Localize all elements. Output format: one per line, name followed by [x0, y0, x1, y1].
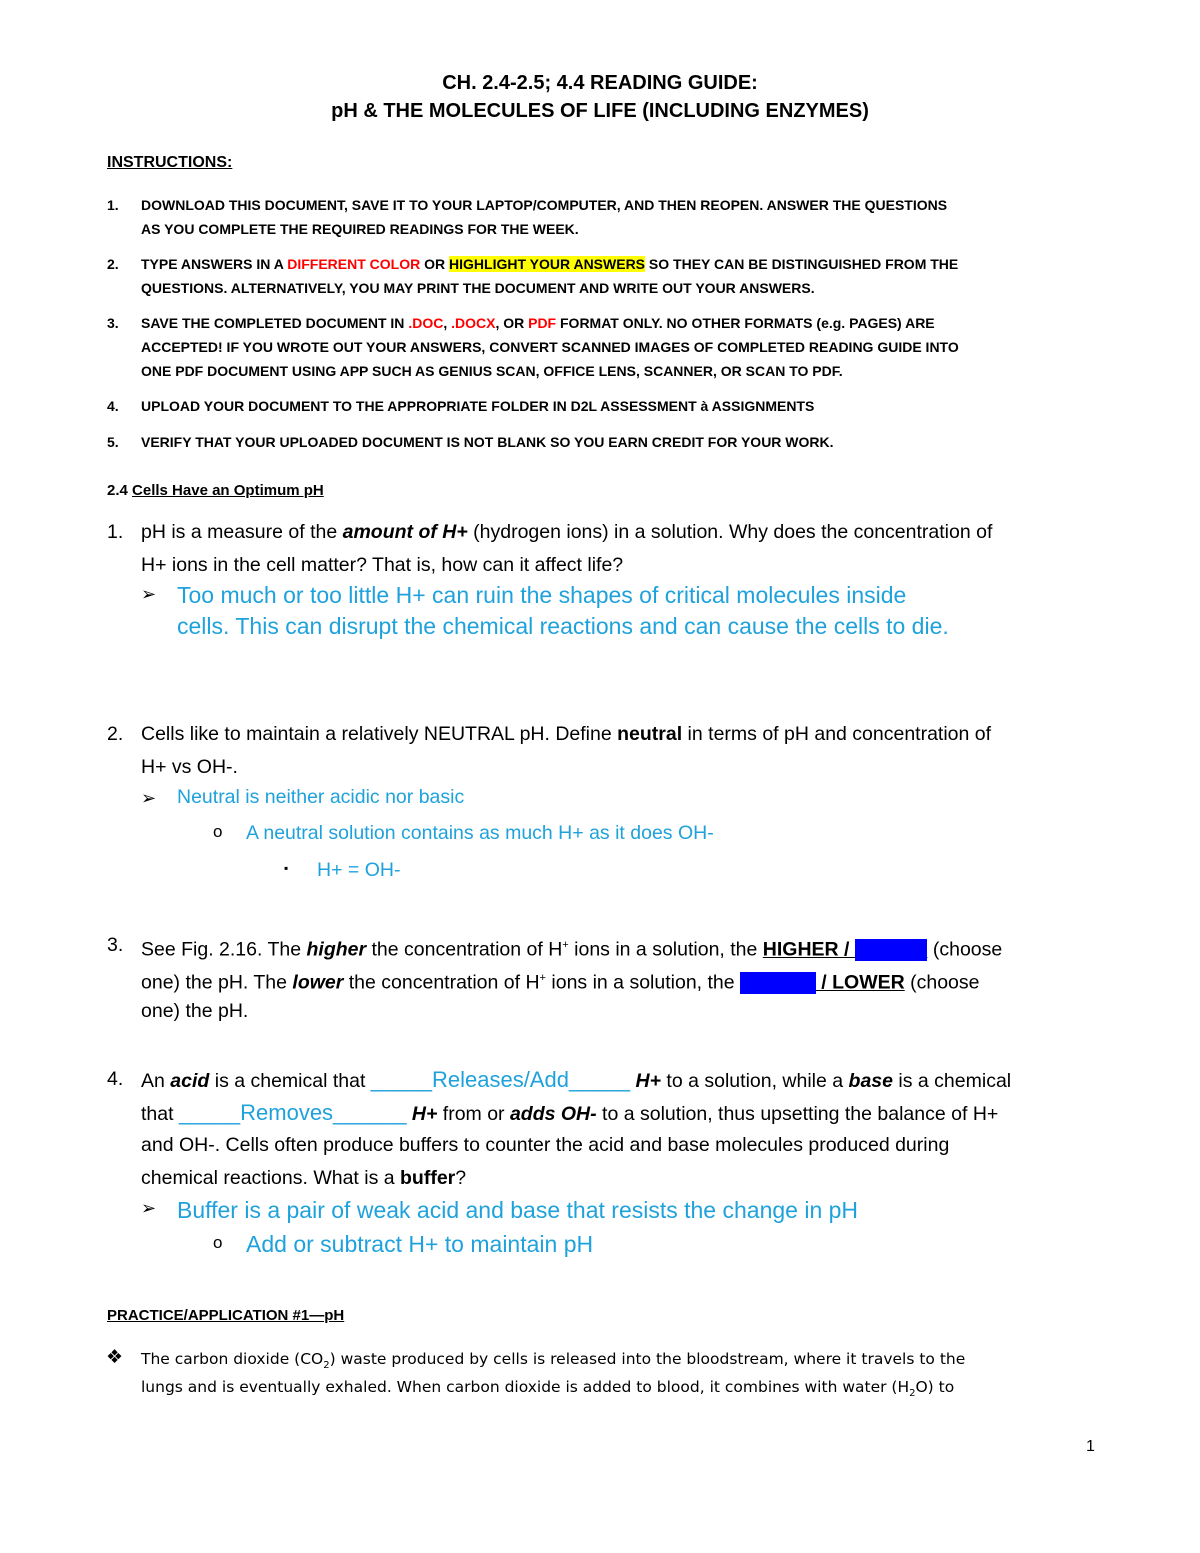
list-number: 1. [107, 197, 119, 213]
page-number: 1 [1086, 1438, 1095, 1455]
arrow-bullet-icon: ➢ [141, 584, 157, 604]
answer-text: cells. This can disrupt the chemical reactions and can cause the cells to die. [177, 613, 949, 639]
instruction-text: DOWNLOAD THIS DOCUMENT, SAVE IT TO YOUR LAPTOP/COMPUTER, AND THEN REOPEN. ANSWER THE QUESTIONS [141, 197, 948, 213]
question-number: 4. [107, 1068, 124, 1090]
instruction-text: ONE PDF DOCUMENT USING APP SUCH AS GENIUS SCAN, OFFICE LENS, SCANNER, OR SCAN TO PDF. [141, 363, 843, 379]
answer-text: Neutral is neither acidic nor basic [177, 786, 465, 808]
square-bullet-icon: ▪ [284, 861, 289, 875]
arrow-bullet-icon: ➢ [141, 788, 157, 808]
question-text: one) the pH. The lower the concentration of H+ ions in a solution, the HIGHER / LOWER (choose [141, 971, 980, 994]
blue-highlight: LOWER [854, 938, 928, 961]
question-text: chemical reactions. What is a buffer? [141, 1167, 467, 1189]
instruction-text: UPLOAD YOUR DOCUMENT TO THE APPROPRIATE FOLDER IN D2L ASSESSMENT à ASSIGNMENTS [141, 398, 815, 414]
list-number: 5. [107, 434, 119, 450]
circle-bullet-icon: o [213, 822, 223, 841]
arrow-bullet-icon: ➢ [141, 1198, 157, 1218]
question-number: 1. [107, 521, 124, 543]
question-text: Cells like to maintain a relatively NEUTRAL pH. Define neutral in terms of pH and concentration of [141, 723, 992, 745]
question-text: H+ ions in the cell matter? That is, how can it affect life? [141, 554, 624, 576]
instruction-text: VERIFY THAT YOUR UPLOADED DOCUMENT IS NOT BLANK SO YOU EARN CREDIT FOR YOUR WORK. [141, 434, 834, 450]
document-title-line2: pH & THE MOLECULES OF LIFE (INCLUDING ENZYMES) [331, 100, 869, 122]
practice-heading: PRACTICE/APPLICATION #1—pH [107, 1307, 345, 1324]
question-number: 2. [107, 723, 124, 745]
practice-text: The carbon dioxide $(CO_2)$ waste produced by cells is released into the bloodstream, where it travels to the [141, 1350, 966, 1372]
section-heading-2-4: 2.4 Cells Have an Optimum pH [107, 482, 324, 499]
instruction-text: SAVE THE COMPLETED DOCUMENT IN .DOC, .DOCX, OR PDF FORMAT ONLY. NO OTHER FORMATS (e.g. PAGES) ARE [141, 315, 935, 331]
blue-highlight: HIGHER [740, 971, 816, 994]
list-number: 4. [107, 398, 119, 414]
fill-in-answer: _____Removes______ [178, 1100, 407, 1125]
practice-text: lungs and is eventually exhaled. When carbon dioxide is added to blood, it combines with water $(H_2O)$ to [141, 1378, 955, 1400]
question-text: one) the pH. [141, 1000, 249, 1022]
answer-text: Too much or too little H+ can ruin the shapes of critical molecules inside [177, 582, 907, 608]
instructions-heading: INSTRUCTIONS: [107, 154, 233, 171]
question-text: An acid is a chemical that _____Releases/Add_____ H+ to a solution, while a base is a chemical [141, 1067, 1012, 1092]
question-number: 3. [107, 934, 124, 956]
answer-text: A neutral solution contains as much H+ as it does OH- [246, 822, 714, 844]
instruction-text: QUESTIONS. ALTERNATIVELY, YOU MAY PRINT THE DOCUMENT AND WRITE OUT YOUR ANSWERS. [141, 280, 815, 296]
instruction-text: AS YOU COMPLETE THE REQUIRED READINGS FOR THE WEEK. [141, 221, 579, 237]
red-text: DIFFERENT COLOR [287, 256, 421, 272]
question-text: See Fig. 2.16. The higher the concentration of H+ ions in a solution, the HIGHER / LOWER (choose [141, 938, 1003, 961]
question-text: that _____Removes______ H+ from or adds OH- to a solution, thus upsetting the balance of H+ [141, 1100, 999, 1125]
answer-text: H+ = OH- [317, 859, 401, 881]
question-text: pH is a measure of the amount of H+ (hydrogen ions) in a solution. Why does the concentration of [141, 521, 993, 543]
fill-in-answer: _____Releases/Add_____ [370, 1067, 631, 1092]
list-number: 3. [107, 315, 119, 331]
answer-text: Buffer is a pair of weak acid and base that resists the change in pH [177, 1197, 859, 1223]
list-number: 2. [107, 256, 119, 272]
diamond-bullet-icon: ❖ [106, 1347, 124, 1368]
question-text: H+ vs OH-. [141, 756, 238, 778]
answer-text: Add or subtract H+ to maintain pH [246, 1231, 594, 1257]
instruction-text: ACCEPTED! IF YOU WROTE OUT YOUR ANSWERS, CONVERT SCANNED IMAGES OF COMPLETED READING GUIDE INTO [141, 339, 959, 355]
question-text: and OH-. Cells often produce buffers to counter the acid and base molecules produced during [141, 1134, 950, 1156]
yellow-highlight: HIGHLIGHT YOUR ANSWERS [449, 256, 646, 272]
circle-bullet-icon: o [213, 1233, 223, 1252]
instruction-text: TYPE ANSWERS IN A DIFFERENT COLOR OR HIGHLIGHT YOUR ANSWERS SO THEY CAN BE DISTINGUISHED FROM THE [141, 256, 959, 272]
document-title-line1: CH. 2.4-2.5; 4.4 READING GUIDE: [442, 72, 758, 94]
